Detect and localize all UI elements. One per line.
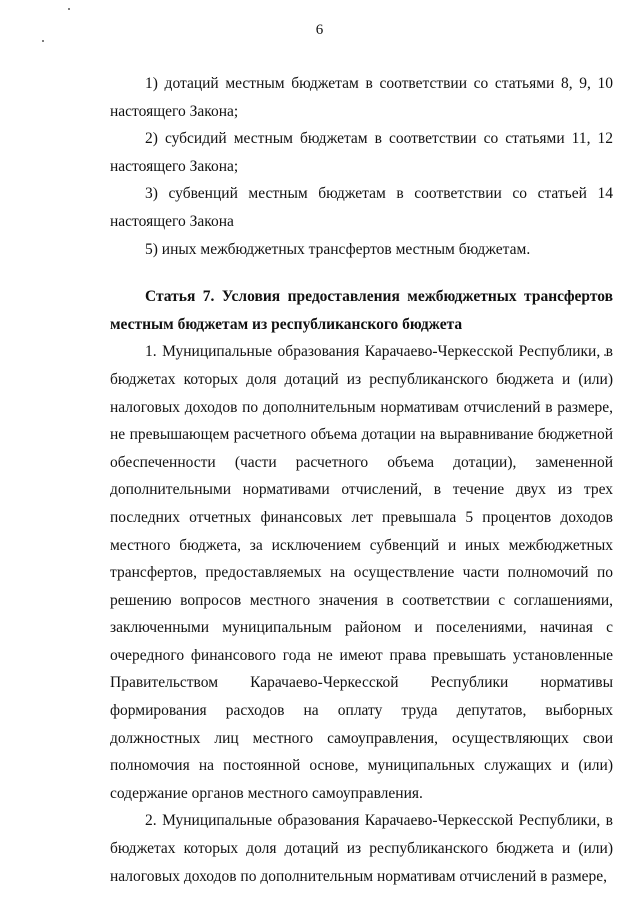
article-title: Статья 7. Условия предоставления межбюджетных трансфертов местным бюджетам из республиканского бюджета (110, 288, 613, 333)
page-number: 6 (315, 22, 324, 38)
article-paragraph: 2. Муниципальные образования Карачаево-Черкесской Республики, в бюджетах которых доля дотаций из республиканского бюджета и (или) налоговых доходов по дополнительным нормативам отчислений в размере, (110, 812, 613, 885)
list-item: 3) субвенций местным бюджетам в соответствии со статьей 14 настоящего Закона (110, 185, 613, 230)
list-item: 2) субсидий местным бюджетам в соответствии со статьями 11, 12 настоящего Закона; (110, 130, 613, 175)
list-item: 1) дотаций местным бюджетам в соответствии со статьями 8, 9, 10 настоящего Закона; (110, 75, 613, 120)
article-paragraph: 1. Муниципальные образования Карачаево-Черкесской Республики, в бюджетах которых доля дотаций из республиканского бюджета и (или) налоговых доходов по дополнительным нормативам отчислений в размере, не превышающем расчетного объема дотации на выравнивание бюджетной обеспеченности (части расчетного объема дотации), замененной дополнительными нормативами отчислений, в течение двух из трех последних отчетных финансовых лет превышала 5 процентов доходов местного бюджета, за исключением субвенций и иных межбюджетных трансфертов, предоставляемых на осуществление части полномочий по решению вопросов местного значения в соответствии с соглашениями, заключенными муниципальным районом и поселениями, начиная с очередного финансового года не имеют права превышать установленные Правительством Карачаево-Черкесской Республики нормативы формирования расходов на оплату труда депутатов, выборных должностных лиц местного самоуправления, осуществляющих свои полномочия на постоянной основе, муниципальных служащих и (или) содержание органов местного самоуправления. (110, 343, 613, 802)
scan-speck (68, 8, 70, 10)
list-item: 5) иных межбюджетных трансфертов местным бюджетам. (145, 240, 531, 258)
scan-speck (42, 40, 44, 42)
document-body (110, 70, 613, 890)
